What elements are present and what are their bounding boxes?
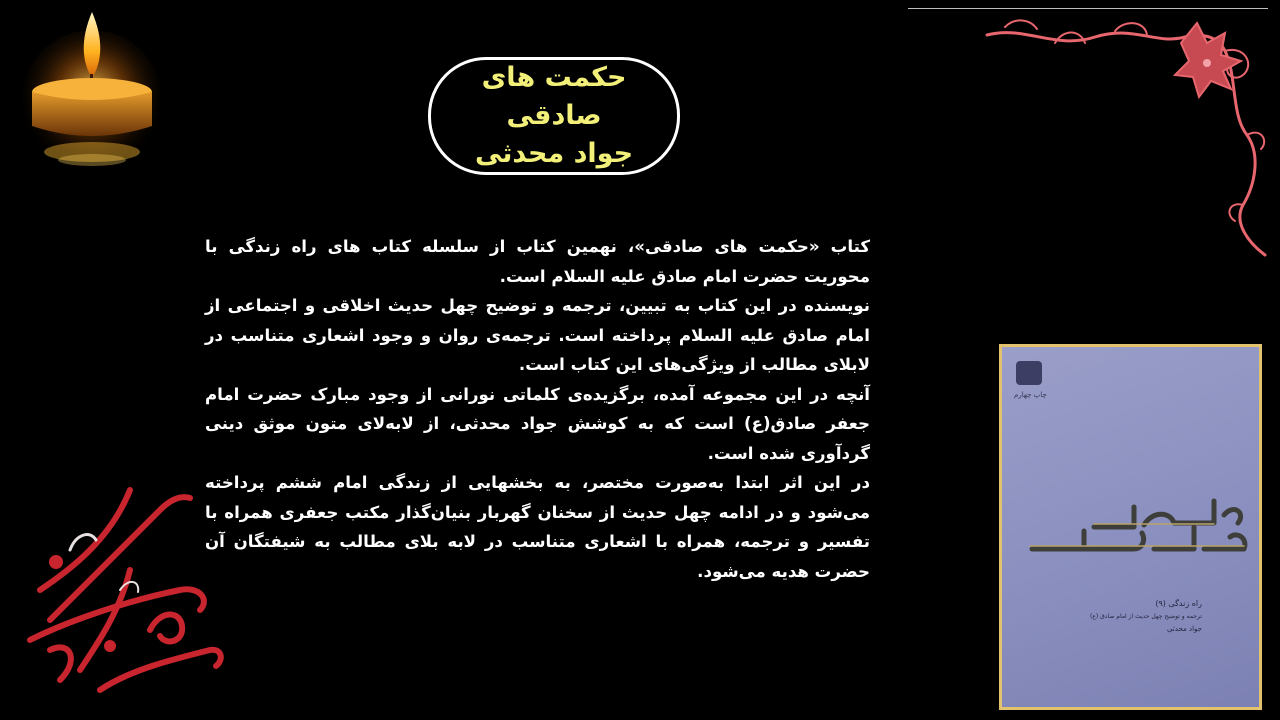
description-text [205, 232, 870, 586]
paragraph-4: در این اثر ابتدا به‌صورت مختصر، به بخشهایی از زندگی امام ششم پرداخته می‌شود و در ادامه چهل حدیث از سخنان گهربار بنیان‌گذار مکتب جعفری همراه با تفسیر و ترجمه، همراه با اشعاری متناسب در لابه بلای مطالب به شیفتگان آن حضرت هدیه می‌شود. [205, 473, 870, 581]
floral-corner-ornament [985, 15, 1275, 270]
calligraphy-image [10, 470, 230, 710]
book-subtitle: ترجمه و توضیح چهل حدیث از امام صادق (ع) [1089, 613, 1202, 620]
book-title: حکمت های صادقی [481, 62, 627, 131]
paragraph-2: نویسنده در این کتاب به تبیین، ترجمه و توضیح چهل حدیث اخلاقی و اجتماعی از امام صادق علیه السلام پرداخته است. ترجمه‌ی روان و وجود اشعاری متناسب در لابلای مطالب از ویژگی‌های این کتاب است. [205, 296, 870, 374]
cover-calligraphy-art [1024, 487, 1249, 577]
publisher-logo-icon [1016, 361, 1042, 385]
book-cover-image [999, 344, 1262, 710]
author-name: جواد محدثی [474, 138, 634, 169]
book-author: جواد محدثی [1167, 625, 1202, 633]
book-series: راه زندگی (۹) [1155, 599, 1202, 608]
paragraph-1: کتاب «حکمت های صادقی»، نهمین کتاب از سلسله کتاب های راه زندگی با محوریت حضرت امام صادق علیه السلام است. [205, 237, 870, 286]
candle-image [20, 0, 160, 180]
title-box [428, 57, 680, 175]
paragraph-3: آنچه در این مجموعه آمده، برگزیده‌ی کلماتی نورانی از وجود مبارک حضرت امام جعفر صادق(ع) است که به کوشش جواد محدثی، از لابه‌لای متون موثق دینی گردآوری شده است. [205, 384, 870, 463]
top-divider-line [908, 8, 1268, 9]
book-edition: چاپ چهارم [1014, 391, 1047, 399]
